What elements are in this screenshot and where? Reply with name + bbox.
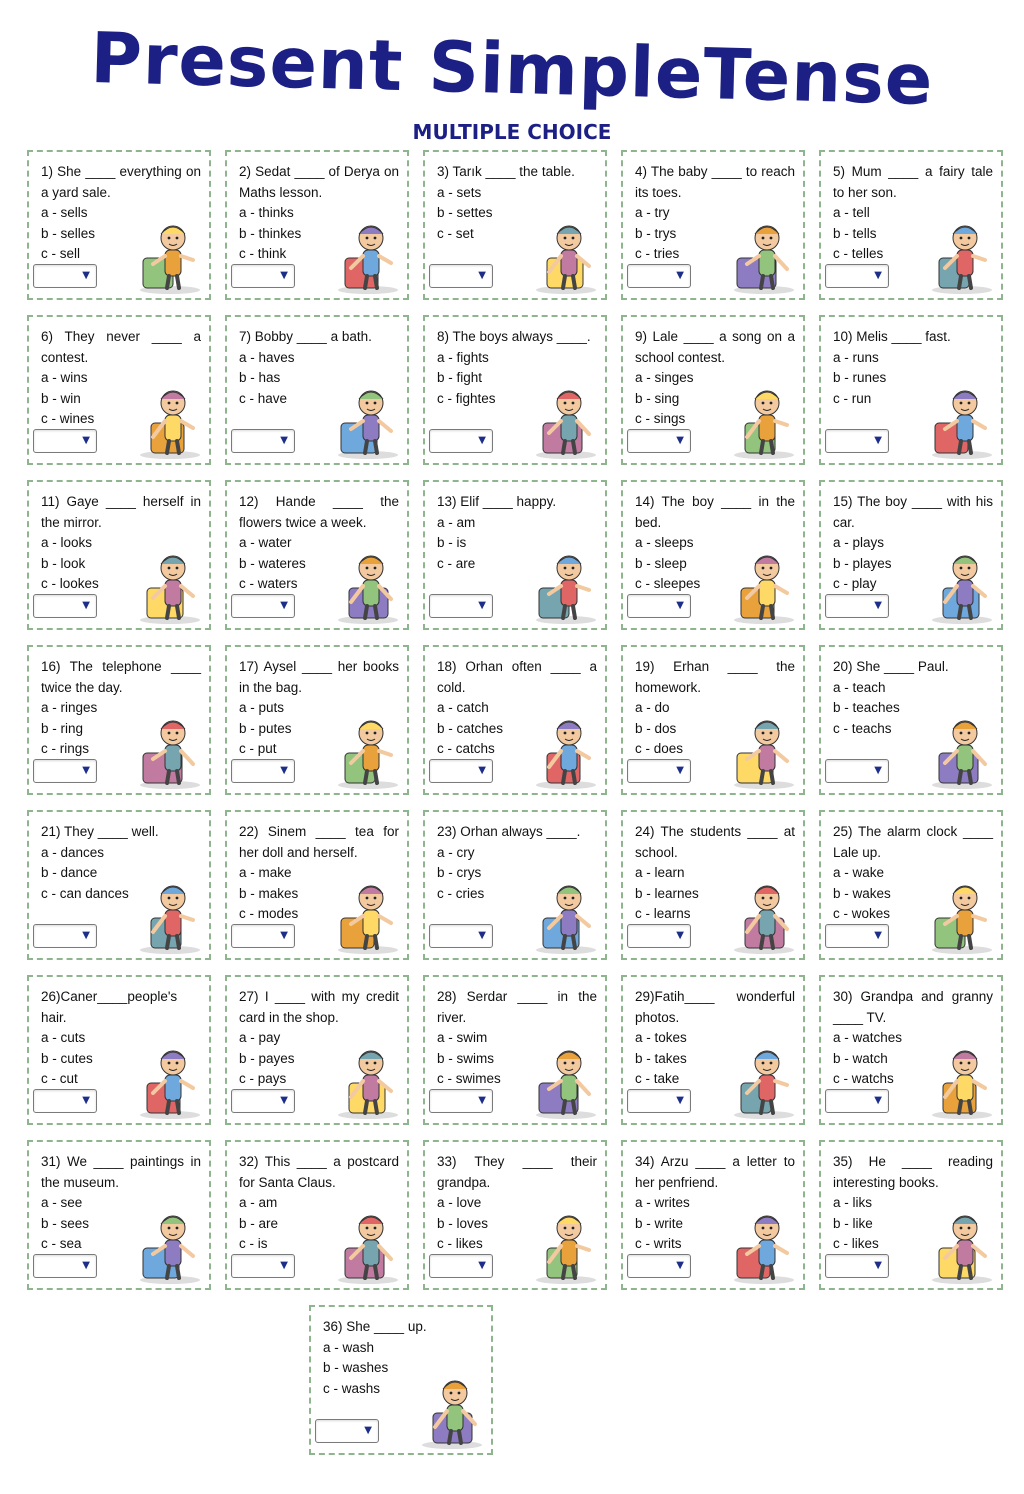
sick-boy-icon: [531, 709, 601, 789]
answer-option: a - watches: [833, 1030, 903, 1045]
question-card: [819, 315, 1003, 465]
answer-dropdown[interactable]: [429, 1254, 493, 1278]
answer-dropdown[interactable]: [33, 1089, 97, 1113]
tea-party-icon: [333, 874, 403, 954]
question-card: [27, 645, 211, 795]
question-text: 32) This ____ a postcard for Santa Claus.: [239, 1154, 399, 1190]
answer-option: a - do: [635, 700, 670, 715]
washing-icon: [417, 1369, 487, 1449]
chevron-down-icon: ▼: [82, 435, 90, 446]
question-card: [621, 315, 805, 465]
answer-option: a - wins: [41, 370, 88, 385]
answer-option: b - payes: [239, 1050, 295, 1066]
answer-option: c - set: [437, 225, 474, 241]
girl-books-icon: [333, 709, 403, 789]
question-text: 27) I ____ with my credit card in the shop.: [239, 989, 399, 1025]
chevron-down-icon: ▼: [478, 765, 486, 776]
question-text: 33) They ____ their grandpa.: [437, 1154, 597, 1190]
question-card: [423, 1140, 607, 1290]
answer-option: c - run: [833, 390, 872, 406]
answer-option: b - selles: [41, 225, 96, 241]
chevron-down-icon: ▼: [280, 600, 288, 611]
chevron-down-icon: ▼: [478, 270, 486, 281]
question-card: [621, 1140, 805, 1290]
answer-option: b - sleep: [635, 555, 687, 571]
postcard-icon: [333, 1204, 403, 1284]
answer-option: b - sees: [41, 1215, 90, 1231]
answer-option: b - dos: [635, 720, 677, 736]
answer-option: c - wokes: [833, 906, 891, 921]
answer-option: c - catchs: [437, 741, 495, 756]
question-card: [423, 975, 607, 1125]
question-card: [621, 480, 805, 630]
answer-option: c - waters: [239, 576, 298, 591]
happy-girl-icon: [531, 544, 601, 624]
mother-reading-icon: [927, 214, 997, 294]
question-card: [423, 150, 607, 300]
answer-option: b - putes: [239, 720, 292, 736]
answer-option: c - sings: [635, 411, 686, 426]
chevron-down-icon: ▼: [280, 435, 288, 446]
answer-option: a - tell: [833, 205, 870, 220]
running-girl-icon: [927, 379, 997, 459]
baby-icon: [729, 214, 799, 294]
swimmer-icon: [531, 1039, 601, 1119]
answer-dropdown[interactable]: [429, 429, 493, 453]
answer-dropdown[interactable]: [825, 924, 889, 948]
chevron-down-icon: ▼: [478, 1260, 486, 1271]
answer-dropdown[interactable]: [429, 759, 493, 783]
answer-dropdown[interactable]: [825, 759, 889, 783]
chevron-down-icon: ▼: [82, 930, 90, 941]
question-text: 18) Orhan often ____ a cold.: [437, 659, 597, 695]
answer-option: a - see: [41, 1195, 83, 1210]
question-text: 10) Melis ____ fast.: [833, 329, 951, 344]
answer-option: a - fights: [437, 349, 489, 365]
question-card: [27, 150, 211, 300]
thinking-boy-icon: [333, 214, 403, 294]
answer-option: b - crys: [437, 865, 482, 880]
answer-option: c - is: [239, 1236, 268, 1251]
answer-option: a - singes: [635, 370, 694, 385]
chevron-down-icon: ▼: [280, 270, 288, 281]
answer-option: b - has: [239, 370, 281, 385]
question-card: [309, 1305, 493, 1455]
answer-option: b - learnes: [635, 885, 699, 901]
question-card: [225, 480, 409, 630]
chevron-down-icon: ▼: [280, 1095, 288, 1106]
answer-option: c - pays: [239, 1071, 287, 1086]
answer-option: b - takes: [635, 1050, 687, 1066]
chevron-down-icon: ▼: [874, 765, 882, 776]
chevron-down-icon: ▼: [280, 765, 288, 776]
dancing-couple-icon: [135, 874, 205, 954]
question-text: 6) They never ____ a contest.: [41, 329, 201, 365]
answer-dropdown[interactable]: [627, 924, 691, 948]
answer-dropdown[interactable]: [33, 429, 97, 453]
chevron-down-icon: ▼: [280, 1260, 288, 1271]
answer-option: c - writs: [635, 1236, 682, 1251]
answer-option: b - settes: [437, 205, 493, 220]
answer-option: b - ring: [41, 720, 84, 736]
question-card: [225, 150, 409, 300]
yard-sale-icon: [135, 214, 205, 294]
answer-option: a - swim: [437, 1030, 488, 1045]
answer-option: c - think: [239, 246, 287, 261]
answer-option: c - sleepes: [635, 576, 701, 591]
answer-option: a - thinks: [239, 205, 294, 220]
answer-dropdown[interactable]: [825, 264, 889, 288]
chevron-down-icon: ▼: [874, 1260, 882, 1271]
question-text: 28) Serdar ____ in the river.: [437, 989, 597, 1025]
question-text: 12) Hande ____ the flowers twice a week.: [239, 494, 399, 530]
fighting-boys-icon: [531, 379, 601, 459]
answer-option: c - likes: [437, 1236, 483, 1251]
answer-dropdown[interactable]: [231, 1089, 295, 1113]
grandpa-family-icon: [531, 1204, 601, 1284]
chevron-down-icon: ▼: [82, 270, 90, 281]
answer-option: c - lookes: [41, 576, 99, 591]
answer-dropdown[interactable]: [429, 924, 493, 948]
question-text: 5) Mum ____ a fairy tale to her son.: [833, 164, 993, 200]
page-title: Present SimpleTense: [89, 16, 935, 122]
answer-option: c - have: [239, 390, 288, 406]
answer-option: b - sing: [635, 390, 680, 406]
chevron-down-icon: ▼: [676, 930, 684, 941]
question-card: [621, 975, 805, 1125]
question-card: [423, 810, 607, 960]
barber-icon: [135, 1039, 205, 1119]
answer-option: c - fightes: [437, 390, 496, 406]
question-card: [225, 1140, 409, 1290]
answer-option: b - dance: [41, 865, 98, 880]
answer-option: a - plays: [833, 535, 885, 550]
answer-option: b - makes: [239, 885, 299, 901]
question-text: 20) She ____ Paul.: [833, 659, 949, 674]
answer-option: b - catches: [437, 720, 504, 736]
answer-dropdown[interactable]: [231, 759, 295, 783]
watering-flowers-icon: [333, 544, 403, 624]
bath-icon: [333, 379, 403, 459]
answer-option: a - dances: [41, 844, 105, 860]
answer-option: a - runs: [833, 349, 879, 365]
answer-option: a - try: [635, 205, 670, 220]
answer-option: a - haves: [239, 349, 295, 365]
answer-option: c - cut: [41, 1071, 78, 1086]
answer-option: c - watchs: [833, 1071, 894, 1086]
answer-dropdown[interactable]: [627, 429, 691, 453]
answer-option: c - take: [635, 1071, 680, 1086]
answer-option: c - learns: [635, 906, 691, 921]
reading-man-icon: [927, 1204, 997, 1284]
answer-dropdown[interactable]: [231, 924, 295, 948]
answer-option: b - fight: [437, 370, 483, 385]
answer-option: a - writes: [635, 1195, 690, 1210]
answer-option: a - catch: [437, 700, 489, 715]
question-card: [423, 645, 607, 795]
answer-option: b - tells: [833, 225, 877, 241]
question-text: 34) Arzu ____ a letter to her penfriend.: [635, 1154, 795, 1190]
chevron-down-icon: ▼: [82, 1095, 90, 1106]
chevron-down-icon: ▼: [676, 765, 684, 776]
crying-boy-icon: [531, 874, 601, 954]
answer-option: b - thinkes: [239, 225, 302, 241]
question-text: 17) Aysel ____ her books in the bag.: [239, 659, 399, 695]
answer-dropdown[interactable]: [627, 759, 691, 783]
answer-option: a - wake: [833, 865, 885, 880]
answer-option: a - make: [239, 865, 292, 880]
question-card: [225, 975, 409, 1125]
answer-dropdown[interactable]: [429, 594, 493, 618]
alarm-clock-icon: [927, 874, 997, 954]
answer-dropdown[interactable]: [825, 1254, 889, 1278]
answer-option: a - tokes: [635, 1030, 687, 1045]
question-card: [225, 645, 409, 795]
question-text: 24) The students ____ at school.: [635, 824, 795, 860]
writing-girl-icon: [729, 1204, 799, 1284]
question-card: [27, 1140, 211, 1290]
answer-option: b - loves: [437, 1215, 489, 1231]
question-card: [27, 975, 211, 1125]
question-text: 22) Sinem ____ tea for her doll and herself.: [239, 824, 399, 860]
question-card: [819, 645, 1003, 795]
chevron-down-icon: ▼: [478, 435, 486, 446]
answer-option: b - are: [239, 1215, 279, 1231]
teacher-icon: [927, 709, 997, 789]
answer-option: a - cuts: [41, 1030, 86, 1045]
question-card: [27, 315, 211, 465]
question-text: 26)Caner____people's hair.: [41, 989, 178, 1025]
answer-dropdown[interactable]: [231, 429, 295, 453]
answer-option: b - watch: [833, 1050, 888, 1066]
question-card: [621, 645, 805, 795]
museum-painting-icon: [135, 1204, 205, 1284]
classroom-icon: [729, 874, 799, 954]
answer-option: a - puts: [239, 700, 285, 715]
question-text: 16) The telephone ____ twice the day.: [41, 659, 201, 695]
question-card: [819, 810, 1003, 960]
answer-option: b - trys: [635, 225, 677, 241]
answer-option: a - cry: [437, 844, 475, 860]
chevron-down-icon: ▼: [874, 930, 882, 941]
question-text: 30) Grandpa and granny ____ TV.: [833, 989, 993, 1025]
answer-option: b - like: [833, 1215, 873, 1231]
answer-option: c - can dances: [41, 885, 129, 901]
answer-option: a - water: [239, 535, 292, 550]
contest-icon: [135, 379, 205, 459]
chevron-down-icon: ▼: [82, 1260, 90, 1271]
answer-option: c - are: [437, 555, 476, 571]
chevron-down-icon: ▼: [478, 1095, 486, 1106]
answer-option: b - swims: [437, 1050, 494, 1066]
question-text: 4) The baby ____ to reach its toes.: [635, 164, 795, 200]
answer-option: c - does: [635, 741, 684, 756]
answer-dropdown[interactable]: [231, 1254, 295, 1278]
question-card: [819, 150, 1003, 300]
answer-dropdown[interactable]: [627, 1089, 691, 1113]
answer-option: a - am: [239, 1195, 278, 1210]
question-text: 36) She ____ up.: [323, 1319, 427, 1334]
answer-option: a - looks: [41, 535, 93, 550]
answer-option: b - runes: [833, 370, 887, 385]
answer-option: c - sell: [41, 246, 81, 261]
answer-dropdown[interactable]: [33, 594, 97, 618]
chevron-down-icon: ▼: [82, 765, 90, 776]
question-text: 9) Lale ____ a song on a school contest.: [635, 329, 795, 365]
chevron-down-icon: ▼: [364, 1425, 372, 1436]
answer-option: c - tries: [635, 246, 680, 261]
answer-option: c - wines: [41, 411, 95, 426]
mirror-woman-icon: [135, 544, 205, 624]
question-text: 1) She ____ everything on a yard sale.: [41, 164, 201, 200]
question-card: [819, 480, 1003, 630]
answer-option: a - pay: [239, 1030, 281, 1045]
answer-dropdown[interactable]: [627, 1254, 691, 1278]
question-text: 25) The alarm clock ____ Lale up.: [833, 824, 993, 860]
question-card: [423, 315, 607, 465]
answer-option: a - sleeps: [635, 535, 694, 550]
question-text: 15) The boy ____ with his car.: [833, 494, 993, 530]
answer-option: c - modes: [239, 906, 299, 921]
chevron-down-icon: ▼: [280, 930, 288, 941]
telephone-icon: [135, 709, 205, 789]
answer-option: a - sets: [437, 184, 482, 200]
chevron-down-icon: ▼: [82, 600, 90, 611]
question-card: [621, 150, 805, 300]
answer-dropdown[interactable]: [33, 924, 97, 948]
answer-option: a - learn: [635, 865, 685, 880]
question-text: 3) Tarık ____ the table.: [437, 164, 575, 179]
answer-option: c - sea: [41, 1236, 82, 1251]
answer-option: c - cries: [437, 885, 485, 901]
answer-option: c - put: [239, 741, 277, 756]
question-card: [27, 480, 211, 630]
answer-dropdown[interactable]: [627, 264, 691, 288]
answer-dropdown[interactable]: [231, 594, 295, 618]
credit-card-icon: [333, 1039, 403, 1119]
question-text: 29)Fatih____ wonderful photos.: [635, 989, 795, 1025]
chevron-down-icon: ▼: [874, 270, 882, 281]
photographer-icon: [729, 1039, 799, 1119]
sleeping-boy-icon: [729, 544, 799, 624]
answer-dropdown[interactable]: [825, 594, 889, 618]
question-card: [621, 810, 805, 960]
answer-dropdown[interactable]: [33, 264, 97, 288]
chevron-down-icon: ▼: [478, 600, 486, 611]
answer-option: a - sells: [41, 205, 88, 220]
chevron-down-icon: ▼: [676, 270, 684, 281]
answer-option: c - washs: [323, 1380, 381, 1396]
answer-option: b - is: [437, 535, 467, 550]
answer-option: c - swimes: [437, 1071, 501, 1086]
singing-girl-icon: [729, 379, 799, 459]
chevron-down-icon: ▼: [676, 600, 684, 611]
answer-option: a - wash: [323, 1339, 375, 1355]
question-text: 13) Elif ____ happy.: [437, 494, 557, 509]
answer-option: b - teaches: [833, 700, 900, 715]
answer-dropdown[interactable]: [33, 759, 97, 783]
answer-option: c - play: [833, 576, 877, 591]
question-text: 21) They ____ well.: [41, 824, 159, 839]
page-subtitle: MULTIPLE CHOICE: [412, 120, 612, 144]
answer-option: a - ringes: [41, 700, 98, 715]
answer-option: a - teach: [833, 679, 886, 695]
answer-dropdown[interactable]: [627, 594, 691, 618]
chevron-down-icon: ▼: [676, 435, 684, 446]
answer-option: c - teachs: [833, 720, 892, 736]
answer-option: b - playes: [833, 555, 892, 571]
chevron-down-icon: ▼: [676, 1260, 684, 1271]
answer-option: b - wateres: [239, 555, 306, 571]
chevron-down-icon: ▼: [874, 600, 882, 611]
answer-option: b - cutes: [41, 1050, 93, 1066]
question-text: 31) We ____ paintings in the museum.: [41, 1154, 201, 1190]
answer-option: b - look: [41, 555, 86, 571]
answer-option: c - likes: [833, 1236, 879, 1251]
answer-dropdown[interactable]: [315, 1419, 379, 1443]
question-card: [819, 1140, 1003, 1290]
question-text: 11) Gaye ____ herself in the mirror.: [41, 494, 201, 530]
answer-option: b - wakes: [833, 885, 891, 901]
question-text: 2) Sedat ____ of Derya on Maths lesson.: [239, 164, 399, 200]
question-text: 7) Bobby ____ a bath.: [239, 329, 372, 344]
answer-option: b - win: [41, 390, 81, 406]
chevron-down-icon: ▼: [874, 435, 882, 446]
question-text: 14) The boy ____ in the bed.: [635, 494, 795, 530]
question-text: 8) The boys always ____.: [437, 329, 591, 344]
answer-dropdown[interactable]: [33, 1254, 97, 1278]
chevron-down-icon: ▼: [478, 930, 486, 941]
question-text: 19) Erhan ____ the homework.: [635, 659, 795, 695]
answer-dropdown[interactable]: [825, 429, 889, 453]
homework-icon: [729, 709, 799, 789]
answer-option: a - am: [437, 514, 476, 530]
question-card: [27, 810, 211, 960]
table-icon: [531, 214, 601, 294]
answer-option: c - telles: [833, 246, 884, 261]
answer-option: a - love: [437, 1195, 482, 1210]
question-card: [819, 975, 1003, 1125]
answer-option: b - write: [635, 1215, 684, 1231]
answer-dropdown[interactable]: [429, 264, 493, 288]
answer-option: b - washes: [323, 1360, 389, 1375]
answer-dropdown[interactable]: [231, 264, 295, 288]
toy-car-icon: [927, 544, 997, 624]
question-card: [225, 810, 409, 960]
chevron-down-icon: ▼: [874, 1095, 882, 1106]
answer-dropdown[interactable]: [825, 1089, 889, 1113]
answer-option: c - rings: [41, 741, 90, 756]
answer-option: a - liks: [833, 1195, 873, 1210]
question-card: [423, 480, 607, 630]
answer-dropdown[interactable]: [429, 1089, 493, 1113]
tv-icon: [927, 1039, 997, 1119]
question-text: 23) Orhan always ____.: [437, 824, 581, 839]
question-card: [225, 315, 409, 465]
question-text: 35) He ____ reading interesting books.: [833, 1154, 993, 1190]
chevron-down-icon: ▼: [676, 1095, 684, 1106]
